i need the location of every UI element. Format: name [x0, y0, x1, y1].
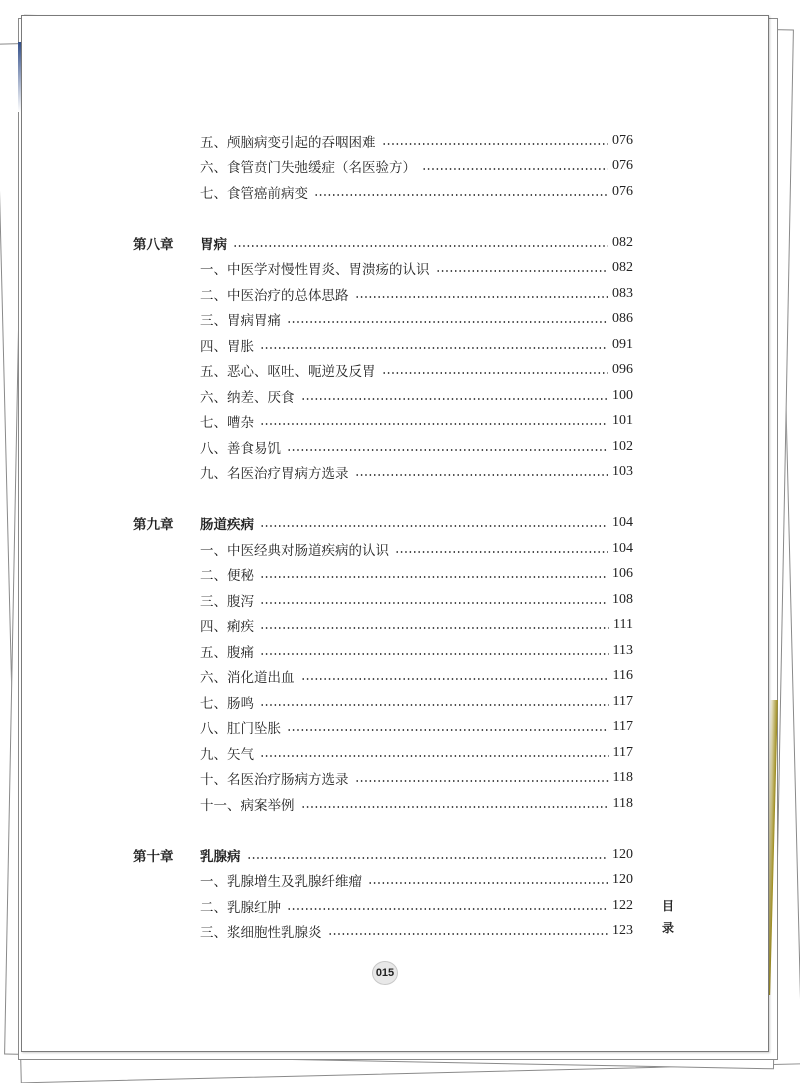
entry-title: 七、嘈杂 [200, 415, 254, 432]
chapter-page-number: 104 [612, 515, 633, 531]
dot-leader [382, 143, 609, 145]
entry-page-number: 082 [612, 260, 633, 276]
entry-page-number: 116 [612, 668, 633, 684]
entry-title: 八、善食易饥 [200, 440, 281, 457]
chapter-title: 胃病 [200, 236, 227, 253]
toc-entry[interactable] [133, 434, 633, 460]
table-of-contents [133, 128, 633, 944]
dot-leader [368, 882, 608, 884]
dot-leader [247, 857, 609, 859]
entry-title: 一、乳腺增生及乳腺纤维瘤 [200, 874, 362, 891]
entry-page-number: 103 [612, 464, 633, 480]
entry-title: 七、肠鸣 [200, 695, 254, 712]
dot-leader [301, 678, 609, 680]
entry-page-number: 113 [612, 642, 633, 658]
section-spacer [133, 485, 633, 511]
toc-entry[interactable] [133, 536, 633, 562]
entry-title: 二、便秘 [200, 568, 254, 585]
dot-leader [260, 525, 608, 527]
dot-leader [260, 347, 608, 349]
entry-page-number: 100 [612, 387, 633, 403]
dot-leader [395, 551, 608, 553]
side-label-lu: 录 [662, 921, 675, 935]
page-number: 015 [372, 961, 398, 985]
entry-page-number: 091 [612, 336, 633, 352]
entry-page-number: 101 [612, 413, 633, 429]
toc-entry[interactable] [133, 179, 633, 205]
dot-leader [260, 423, 608, 425]
entry-page-number: 118 [612, 770, 633, 786]
chapter-page-number: 082 [612, 234, 633, 250]
chapter-title: 乳腺病 [200, 848, 241, 865]
dot-leader [355, 780, 609, 782]
entry-page-number: 117 [612, 693, 633, 709]
toc-entry[interactable] [133, 664, 633, 690]
entry-page-number: 117 [612, 744, 633, 760]
dot-leader [260, 653, 609, 655]
entry-page-number: 086 [612, 311, 633, 327]
entry-title: 七、食管癌前病变 [200, 185, 308, 202]
dot-leader [260, 602, 608, 604]
dot-leader [287, 321, 608, 323]
entry-page-number: 102 [612, 438, 633, 454]
toc-entry[interactable] [133, 460, 633, 486]
dot-leader [260, 576, 608, 578]
toc-entry[interactable] [133, 689, 633, 715]
toc-entry[interactable] [133, 587, 633, 613]
dot-leader [314, 194, 608, 196]
toc-entry[interactable] [133, 766, 633, 792]
entry-page-number: 111 [613, 617, 633, 633]
entry-title: 三、胃病胃痛 [200, 313, 281, 330]
chapter-number: 第十章 [133, 848, 174, 865]
dot-leader [328, 933, 609, 935]
entry-title: 六、消化道出血 [200, 670, 295, 687]
dot-leader [287, 729, 609, 731]
entry-page-number: 083 [612, 285, 633, 301]
entry-page-number: 076 [612, 183, 633, 199]
entry-page-number: 106 [612, 566, 633, 582]
entry-title: 三、腹泻 [200, 593, 254, 610]
entry-title: 五、腹痛 [200, 644, 254, 661]
entry-title: 一、中医经典对肠道疾病的认识 [200, 542, 389, 559]
entry-title: 四、痢疾 [200, 619, 254, 636]
section-spacer [133, 817, 633, 843]
toc-entry[interactable] [133, 332, 633, 358]
entry-page-number: 104 [612, 540, 633, 556]
entry-page-number: 108 [612, 591, 633, 607]
section-spacer [133, 205, 633, 231]
dot-leader [436, 270, 609, 272]
entry-title: 八、肛门坠胀 [200, 721, 281, 738]
toc-entry[interactable] [133, 740, 633, 766]
entry-title: 五、恶心、呕吐、呃逆及反胃 [200, 364, 376, 381]
entry-title: 二、乳腺红肿 [200, 899, 281, 916]
toc-entry[interactable] [133, 358, 633, 384]
entry-title: 一、中医学对慢性胃炎、胃溃疡的认识 [200, 262, 430, 279]
entry-title: 六、纳差、厌食 [200, 389, 295, 406]
toc-entry[interactable] [133, 383, 633, 409]
entry-page-number: 076 [612, 158, 633, 174]
entry-title: 三、浆细胞性乳腺炎 [200, 925, 322, 942]
entry-title: 十、名医治疗肠病方选录 [200, 772, 349, 789]
toc-entry[interactable] [133, 128, 633, 154]
toc-entry[interactable] [133, 281, 633, 307]
toc-entry[interactable] [133, 791, 633, 817]
chapter-heading[interactable] [133, 511, 633, 537]
entry-title: 九、矢气 [200, 746, 254, 763]
dot-leader [382, 372, 609, 374]
dot-leader [287, 908, 608, 910]
toc-entry[interactable] [133, 893, 633, 919]
dot-leader [301, 398, 609, 400]
entry-title: 四、胃胀 [200, 338, 254, 355]
toc-entry[interactable] [133, 409, 633, 435]
entry-title: 五、颅脑病变引起的吞咽困难 [200, 134, 376, 151]
chapter-number: 第九章 [133, 517, 174, 534]
entry-title: 六、食管贲门失弛缓症（名医验方） [200, 160, 416, 177]
entry-page-number: 117 [612, 719, 633, 735]
entry-title: 二、中医治疗的总体思路 [200, 287, 349, 304]
toc-entry[interactable] [133, 256, 633, 282]
toc-entry[interactable] [133, 868, 633, 894]
entry-page-number: 076 [612, 132, 633, 148]
entry-title: 九、名医治疗胃病方选录 [200, 466, 349, 483]
dot-leader [233, 245, 608, 247]
toc-entry[interactable] [133, 562, 633, 588]
entry-page-number: 118 [612, 795, 633, 811]
chapter-heading[interactable] [133, 842, 633, 868]
dot-leader [260, 627, 609, 629]
toc-entry[interactable] [133, 154, 633, 180]
chapter-title: 肠道疾病 [200, 517, 254, 534]
dot-leader [301, 806, 609, 808]
toc-entry[interactable] [133, 715, 633, 741]
entry-page-number: 096 [612, 362, 633, 378]
entry-page-number: 123 [612, 923, 633, 939]
entry-title: 十一、病案举例 [200, 797, 295, 814]
dot-leader [355, 474, 609, 476]
side-label-mu: 目 [662, 899, 675, 913]
dot-leader [422, 168, 608, 170]
entry-page-number: 122 [612, 897, 633, 913]
toc-entry[interactable] [133, 919, 633, 945]
chapter-number: 第八章 [133, 236, 174, 253]
toc-entry[interactable] [133, 307, 633, 333]
dot-leader [287, 449, 608, 451]
entry-page-number: 120 [612, 872, 633, 888]
dot-leader [260, 755, 609, 757]
toc-entry[interactable] [133, 613, 633, 639]
chapter-heading[interactable] [133, 230, 633, 256]
dot-leader [260, 704, 609, 706]
chapter-page-number: 120 [612, 846, 633, 862]
dot-leader [355, 296, 609, 298]
toc-entry[interactable] [133, 638, 633, 664]
